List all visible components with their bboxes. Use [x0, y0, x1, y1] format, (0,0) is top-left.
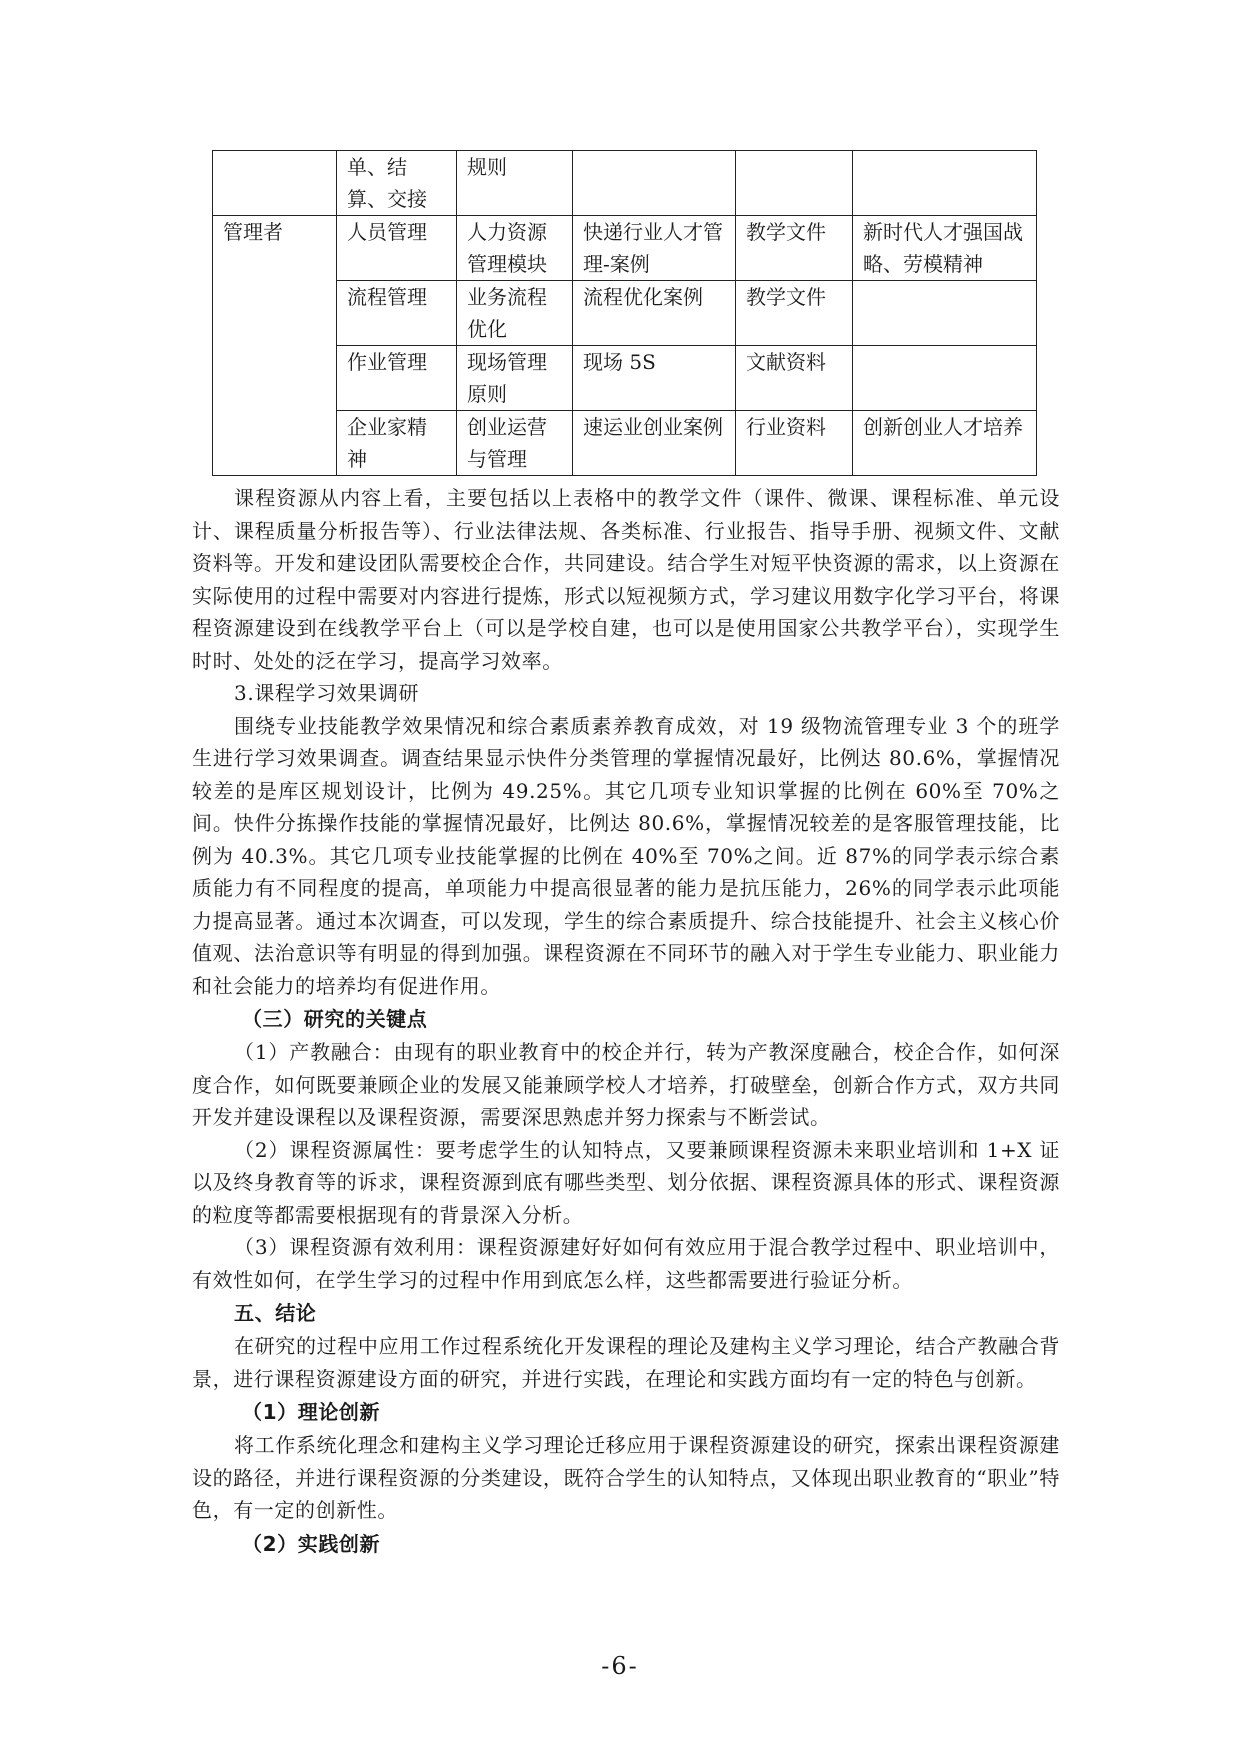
section-heading-survey: 3.课程学习效果调研 [234, 681, 420, 705]
table-cell: 教学文件 [736, 216, 853, 281]
table-cell: 创新创业人才培养 [853, 411, 1037, 476]
table-cell [853, 281, 1037, 346]
table-cell: 规则 [457, 151, 573, 216]
section-heading-theory: （1）理论创新 [242, 1400, 381, 1424]
table-cell: 新时代人才强国战略、劳模精神 [853, 216, 1037, 281]
table-cell: 业务流程优化 [457, 281, 573, 346]
page-number: -6- [601, 1652, 639, 1680]
table-row [213, 281, 1037, 346]
table-cell [213, 151, 337, 216]
table-cell: 快递行业人才管理-案例 [573, 216, 736, 281]
table-cell [853, 346, 1037, 411]
paragraph-key-point-2: （2）课程资源属性：要考虑学生的认知特点，又要兼顾课程资源未来职业培训和 1+X 证以及终身教育等的诉求，课程资源到底有哪些类型、划分依据、课程资源具体的形式、课程资源的粒度等都需要根据现有的背景深入分析。 [192, 1137, 1060, 1227]
paragraph-key-point-1: （1）产教融合：由现有的职业教育中的校企并行，转为产教深度融合，校企合作，如何深度合作，如何既要兼顾企业的发展又能兼顾学校人才培养，打破壁垒，创新合作方式，双方共同开发并建设课程以及课程资源，需要深思熟虑并努力探索与不断尝试。 [192, 1040, 1060, 1129]
table-row [213, 346, 1037, 411]
paragraph-resources: 课程资源从内容上看，主要包括以上表格中的教学文件（课件、微课、课程标准、单元设计、课程质量分析报告等）、行业法律法规、各类标准、行业报告、指导手册、视频文件、文献资料等。开发和建设团队需要校企合作，共同建设。结合学生对短平快资源的需求，以上资源在实际使用的过程中需要对内容进行提炼，形式以短视频方式，学习建议用数字化学习平台，将课程资源建设到在线教学平台上（可以是学校自建，也可以是使用国家公共教学平台），实现学生时时、处处的泛在学习，提高学习效率。 [192, 486, 1060, 673]
body-text [192, 482, 1060, 1561]
table-cell: 创业运营与管理 [457, 411, 573, 476]
section-heading-conclusion: 五、结论 [234, 1301, 317, 1325]
table-cell: 速运业创业案例 [573, 411, 736, 476]
paragraph-conclusion: 在研究的过程中应用工作过程系统化开发课程的理论及建构主义学习理论，结合产教融合背景，进行课程资源建设方面的研究，并进行实践，在理论和实践方面均有一定的特色与创新。 [192, 1334, 1060, 1391]
section-heading-key-points: （三）研究的关键点 [242, 1007, 428, 1031]
table-cell: 流程优化案例 [573, 281, 736, 346]
table-cell: 单、结算、交接 [337, 151, 457, 216]
table-cell: 现场 5S [573, 346, 736, 411]
table-cell: 企业家精神 [337, 411, 457, 476]
table-cell: 教学文件 [736, 281, 853, 346]
table-row [213, 216, 1037, 281]
paragraph-key-point-3: （3）课程资源有效利用：课程资源建好好如何有效应用于混合教学过程中、职业培训中，有效性如何，在学生学习的过程中作用到底怎么样，这些都需要进行验证分析。 [192, 1235, 1060, 1292]
table-row [213, 411, 1037, 476]
table-cell: 文献资料 [736, 346, 853, 411]
table-row [213, 151, 1037, 216]
paragraph-survey: 围绕专业技能教学效果情况和综合素质素养教育成效，对 19 级物流管理专业 3 个的班学生进行学习效果调查。调查结果显示快件分类管理的掌握情况最好，比例达 80.6%，掌握情况较差的是库区规划设计，比例为 49.25%。其它几项专业知识掌握的比例在 60%至 70%之间。快件分拣操作技能的掌握情况最好，比例达 80.6%，掌握情况较差的是客服管理技能，比例为 40.3%。其它几项专业技能掌握的比例在 40%至 70%之间。近 87%的同学表示综合素质能力有不同程度的提高，单项能力中提高很显著的能力是抗压能力，26%的同学表示此项能力提高显著。通过本次调查，可以发现，学生的综合素质提升、综合技能提升、社会主义核心价值观、法治意识等有明显的得到加强。课程资源在不同环节的融入对于学生专业能力、职业能力和社会能力的培养均有促进作用。 [192, 713, 1060, 998]
table-cell: 行业资料 [736, 411, 853, 476]
paragraph-theory: 将工作系统化理念和建构主义学习理论迁移应用于课程资源建设的研究，探索出课程资源建设的路径，并进行课程资源的分类建设，既符合学生的认知特点，又体现出职业教育的“职业”特色，有一定的创新性。 [192, 1433, 1060, 1522]
section-heading-practice: （2）实践创新 [242, 1531, 381, 1556]
table-cell: 人员管理 [337, 216, 457, 281]
table-cell [573, 151, 736, 216]
table-cell [736, 151, 853, 216]
resource-table [212, 150, 1037, 476]
table-cell: 流程管理 [337, 281, 457, 346]
table-cell: 现场管理原则 [457, 346, 573, 411]
table-cell: 作业管理 [337, 346, 457, 411]
table-cell-role: 管理者 [213, 216, 337, 476]
table-cell: 人力资源管理模块 [457, 216, 573, 281]
table-cell [853, 151, 1037, 216]
